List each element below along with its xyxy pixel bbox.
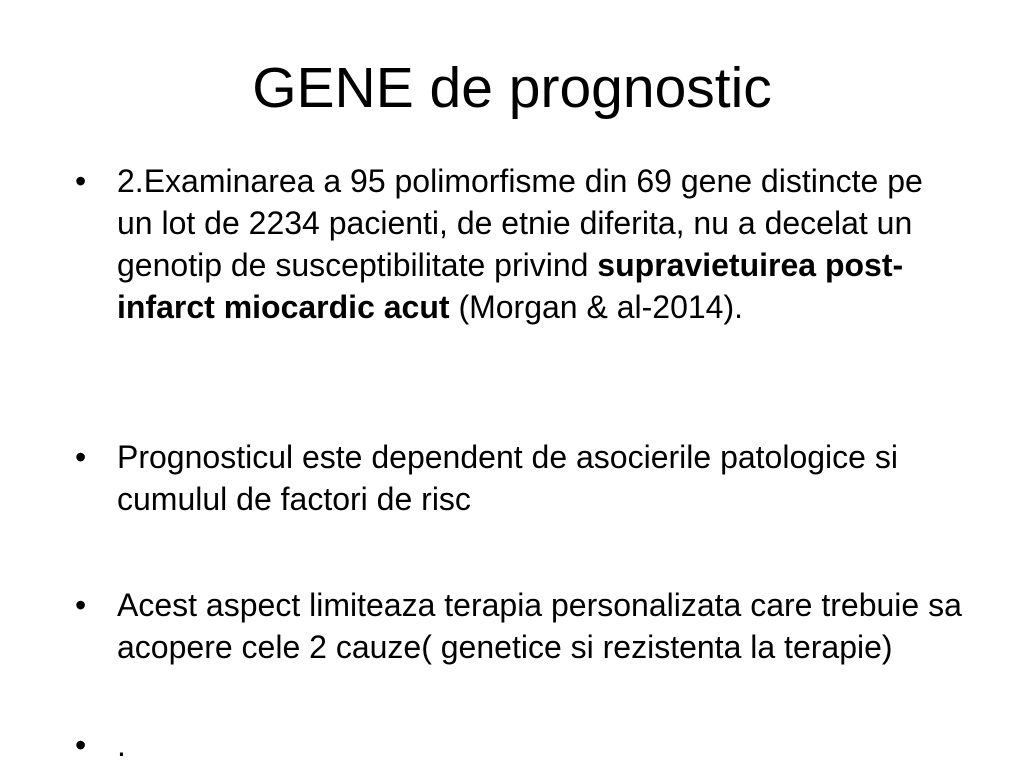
bullet-text: 2.Examinarea a 95 polimorfisme din 69 gene distincte pe un lot de 2234 pacienti, de etnie diferita, nu a decelat un genotip de susceptibilitate privind (117, 163, 923, 283)
bullet-marker: • (75, 587, 87, 623)
bullet-text-citation: (Morgan & al-2014). (449, 289, 744, 325)
bullet-item (75, 436, 967, 520)
bullet-marker: • (75, 163, 87, 199)
slide-title: GENE de prognostic (252, 56, 772, 120)
bullet-item (75, 724, 967, 766)
bullet-marker: • (75, 439, 87, 475)
bullet-text: Acest aspect limiteaza terapia personalizata care trebuie sa acopere cele 2 cauze( genetice si rezistenta la terapie) (117, 587, 962, 665)
bullet-item (75, 160, 967, 328)
bullet-text: . (117, 727, 126, 763)
bullet-text: Prognosticul este dependent de asocierile patologice si cumulul de factori de risc (117, 439, 898, 517)
bullet-marker: • (75, 727, 87, 763)
bullet-item (75, 584, 967, 668)
bullet-text-bold: supravietuirea post-infarct miocardic acut (117, 247, 904, 325)
